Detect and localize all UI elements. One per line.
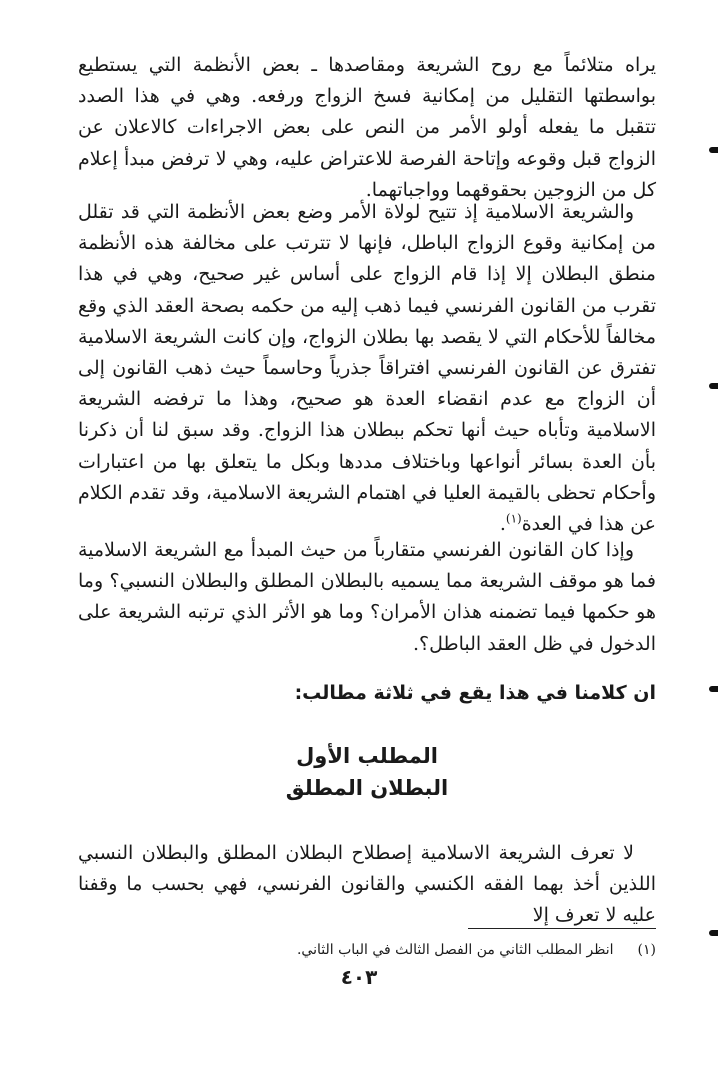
page-number: ٤٠٣ — [340, 965, 378, 989]
binding-mark — [709, 930, 718, 936]
paragraph-4: لا تعرف الشريعة الاسلامية إصطلاح البطلان المطلق والبطلان النسبي اللذين أخذ بهما الفقه الكنسي والقانون الفرنسي، فهي بحسب ما وقفنا عليه لا تعرف إلا — [78, 842, 656, 927]
binding-mark — [709, 383, 718, 389]
paragraph-1: يراه متلائماً مع روح الشريعة ومقاصدها ـ بعض الأنظمة التي يستطيع بواسطتها التقليل من إمكانية فسخ الزواج ورفعه. وهي في هذا الصدد تتقبل ما يفعله أولو الأمر من النص على بعض الاجراءات كالاعلان عن الزواج قبل وقوعه وإتاحة الفرصة للاعتراض عليه، وهي لا ترفض مبدأ إعلام كل من الزوجين بحقوقهما وواجباتهما. — [78, 54, 656, 201]
paragraph-2-text: والشريعة الاسلامية إذ تتيح لولاة الأمر وضع بعض الأنظمة التي قد تقلل من إمكانية وقوع الزواج الباطل، فإنها لا تترتب على مخالفة هذه الأنظمة منطق البطلان إلا إذا قام الزواج على أساس غير صحيح، وهي في هذا تقرب من القانون الفرنسي فيما ذهب إليه من حكمه بصحة العقد الذي وقع مخالفاً للأحكام التي لا يقصد بها بطلان الزواج، وإن كانت الشريعة الاسلامية تفترق عن القانون الفرنسي افتراقاً جذرياً وحاسماً حيث ذهب القانون إلى أن الزواج مع عدم انقضاء العدة هو صحيح، وهذا ما ترفضه الشريعة الاسلامية وتأباه حيث أنها تحكم ببطلان هذا الزواج. وقد سبق لنا أن ذكرنا بأن العدة بسائر أنواعها وباختلاف مددها وبكل ما يتعلق بها من اعتبارات وأحكام تحظى بالقيمة العليا في اهتمام الشريعة الاسلامية، وقد تقدم الكلام عن هذا في العدة — [78, 201, 656, 536]
paragraph-3: وإذا كان القانون الفرنسي متقارباً من حيث المبدأ مع الشريعة الاسلامية فما هو موقف الشريعة مما يسميه بالبطلان المطلق والبطلان النسبي؟ وما هو حكمها فيما تضمنه هذان الأمران؟ وما هو الأثر الذي ترتبه الشريعة على الدخول في ظل العقد الباطل؟. — [78, 539, 656, 655]
section-intro: ان كلامنا في هذا يقع في ثلاثة مطالب: — [294, 682, 656, 704]
footnote-text: انظر المطلب الثاني من الفصل الثالث في الباب الثاني. — [296, 942, 614, 958]
section-heading: المطلب الأول — [296, 744, 438, 768]
paragraph-2-end: . — [499, 513, 506, 536]
footnote-reference: (١) — [505, 511, 522, 526]
footnote — [78, 939, 656, 961]
binding-mark — [709, 147, 718, 153]
footnote-divider — [468, 928, 656, 929]
paragraph-2 — [78, 197, 656, 540]
section-subheading: البطلان المطلق — [285, 776, 449, 800]
binding-mark — [709, 686, 718, 692]
footnote-number: (١) — [637, 942, 656, 958]
